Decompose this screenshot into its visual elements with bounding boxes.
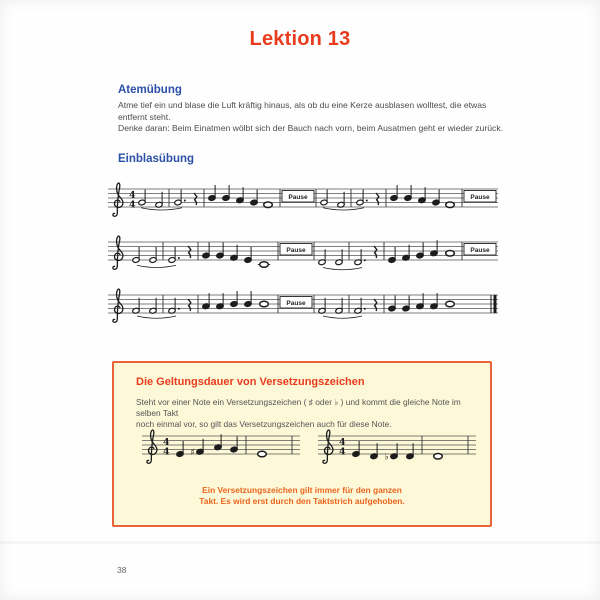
section-heading-einblasuebung: Einblasübung [118,153,195,165]
svg-text:♯: ♯ [190,447,195,458]
svg-text:Pause: Pause [286,299,306,307]
music-staff-2 [108,229,498,284]
music-example-sharp [142,423,300,478]
paragraph-line: Steht vor einer Note ein Versetzungszeichen ( ♯ oder ♭ ) und kommt die gleiche Note im selben Takt [136,397,461,418]
music-staff-1 [108,176,498,231]
svg-text:♭: ♭ [384,452,389,463]
info-box-rule-text [114,485,490,506]
staff-svg [108,229,498,279]
paragraph-line: noch einmal vor, so gilt das Versetzungszeichen auch für diese Note. [136,419,392,429]
page-bottom-shadow [0,541,600,544]
music-staff-3 [108,282,498,337]
paragraph-line: Denke daran: Beim Einatmen wölbt sich der Bauch nach vorn, beim Ausatmen geht er wieder zurück. [118,123,504,133]
svg-text:Pause: Pause [470,193,490,201]
page-title: Lektion 13 [249,28,351,50]
rule-line: Ein Versetzungszeichen gilt immer für den ganzen [202,485,402,495]
svg-text:Pause: Pause [286,246,306,254]
svg-text:4: 4 [339,446,346,458]
staff-svg [318,423,476,473]
rule-line: Takt. Es wird erst durch den Taktstrich aufgehoben. [199,495,405,506]
svg-text:4: 4 [339,437,346,449]
accidentals-info-box [112,361,492,527]
staff-svg [142,423,300,473]
svg-text:4: 4 [129,190,136,202]
info-box-title: Die Geltungsdauer von Versetzungszeichen [136,376,365,388]
section-heading-atemuebung: Atemübung [118,84,182,96]
staff-svg [108,282,498,332]
svg-text:Pause: Pause [470,246,490,254]
svg-text:4: 4 [163,446,170,458]
staff-svg [108,176,498,226]
svg-text:4: 4 [129,199,136,211]
atemuebung-paragraph [118,100,510,135]
page-number: 38 [117,565,127,575]
svg-text:Pause: Pause [288,193,308,201]
paragraph-line: Atme tief ein und blase die Luft kräftig hinaus, als ob du eine Kerze ausblasen wolltest, die etwas entfernt steht. [118,100,487,122]
music-example-flat [318,423,476,478]
svg-text:4: 4 [163,437,170,449]
